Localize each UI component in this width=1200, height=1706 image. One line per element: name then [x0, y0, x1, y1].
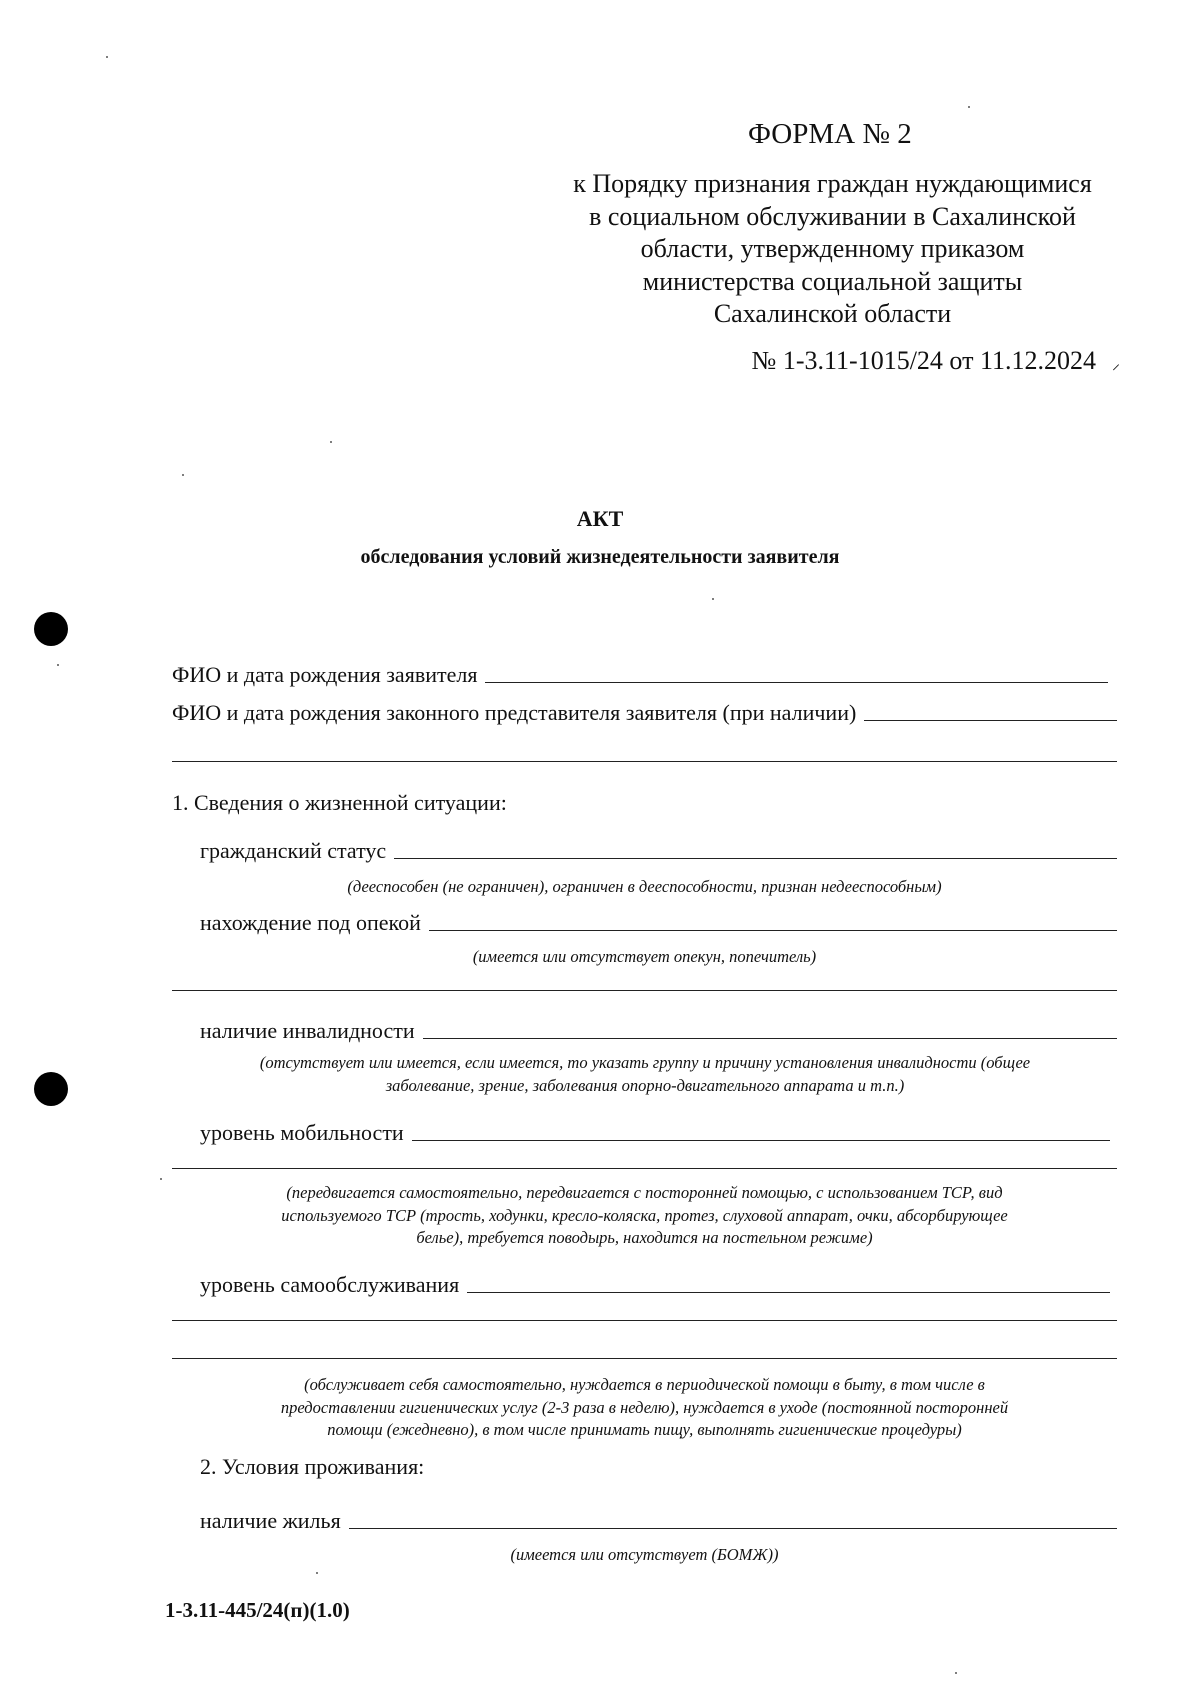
- hint-line: помощи (ежедневно), в том числе принимать пищу, выполнять гигиенические процедуры): [327, 1420, 962, 1439]
- disability-field[interactable]: [423, 1036, 1117, 1039]
- document-subtitle: обследования условий жизнедеятельности заявителя: [360, 546, 840, 568]
- approval-line: министерства социальной защиты: [642, 266, 1023, 296]
- approval-line: в социальном обслуживании в Сахалинской: [589, 201, 1076, 231]
- hint-line: (передвигается самостоятельно, передвигается с посторонней помощью, с использованием ТСР, вид: [286, 1183, 1003, 1202]
- scan-speck: [968, 106, 970, 108]
- mobility-label: уровень мобильности: [200, 1120, 404, 1145]
- applicant-name-label: ФИО и дата рождения заявителя: [172, 662, 478, 687]
- civil-status-field[interactable]: [394, 856, 1117, 859]
- hint-line: используемого ТСР (трость, ходунки, кресло-коляска, протез, слуховой аппарат, очки, абсорбирующее: [281, 1205, 1008, 1225]
- scan-speck: [57, 664, 59, 666]
- representative-field[interactable]: [864, 718, 1117, 721]
- hint-line: предоставлении гигиенических услуг (2-3 раза в неделю), нуждается в уходе (постоянной посторонней: [280, 1397, 1009, 1417]
- representative-field-continuation[interactable]: [172, 761, 1117, 762]
- form-number: ФОРМА № 2: [748, 118, 912, 150]
- guardianship-label: нахождение под опекой: [200, 910, 421, 935]
- approval-block: [535, 168, 1130, 331]
- scan-speck: [106, 56, 108, 58]
- approval-line: к Порядку признания граждан нуждающимися: [573, 169, 1092, 198]
- selfcare-row: [200, 1272, 1110, 1298]
- section-2-heading: 2. Условия проживания:: [200, 1454, 425, 1479]
- hint-line: (обслуживает себя самостоятельно, нуждается в периодической помощи в быту, в том числе в: [304, 1375, 985, 1394]
- document-title: АКТ: [576, 506, 624, 531]
- mobility-row: [200, 1120, 1110, 1146]
- civil-status-label: гражданский статус: [200, 838, 387, 863]
- guardianship-field[interactable]: [429, 928, 1117, 931]
- scan-speck: [330, 441, 332, 443]
- document-code: 1-3.11-445/24(п)(1.0): [165, 1598, 350, 1622]
- selfcare-hint: [172, 1374, 1117, 1442]
- mobility-hint: [172, 1182, 1117, 1250]
- mobility-field-continuation[interactable]: [172, 1168, 1117, 1169]
- hint-line: (отсутствует или имеется, если имеется, то указать группу и причину установления инвалидности (общее: [259, 1053, 1031, 1072]
- approval-line: области, утвержденному приказом: [640, 234, 1025, 263]
- disability-row: [200, 1018, 1117, 1044]
- housing-hint: (имеется или отсутствует (БОМЖ)): [510, 1545, 779, 1564]
- guardianship-hint: (имеется или отсутствует опекун, попечитель): [472, 947, 817, 966]
- order-number: [752, 346, 1120, 376]
- scan-speck: [182, 474, 184, 476]
- selfcare-field-continuation[interactable]: [172, 1358, 1117, 1359]
- punch-hole-top: [34, 612, 68, 646]
- scan-speck: [955, 1672, 957, 1674]
- representative-row: [172, 700, 1117, 726]
- housing-row: [200, 1508, 1117, 1534]
- selfcare-field-continuation[interactable]: [172, 1320, 1117, 1321]
- scan-speck: [160, 1178, 162, 1180]
- applicant-name-row: [172, 662, 1108, 688]
- applicant-name-field[interactable]: [485, 680, 1108, 683]
- section-1-heading: 1. Сведения о жизненной ситуации:: [172, 790, 507, 815]
- scan-speck: [712, 598, 714, 600]
- representative-label: ФИО и дата рождения законного представителя заявителя (при наличии): [172, 700, 857, 725]
- selfcare-label: уровень самообслуживания: [200, 1272, 460, 1297]
- disability-label: наличие инвалидности: [200, 1018, 415, 1043]
- guardianship-field-continuation[interactable]: [172, 990, 1117, 991]
- civil-status-row: [200, 838, 1117, 864]
- civil-status-hint: (дееспособен (не ограничен), ограничен в дееспособности, признан недееспособным): [347, 877, 942, 896]
- housing-field[interactable]: [349, 1526, 1117, 1529]
- mobility-field[interactable]: [412, 1138, 1110, 1141]
- disability-hint: [150, 1052, 1140, 1097]
- guardianship-row: [200, 910, 1117, 936]
- order-number-text: № 1-3.11-1015/24 от 11.12.2024: [751, 346, 1096, 375]
- scan-mark: ⸝: [1111, 356, 1120, 373]
- approval-line: Сахалинской области: [713, 299, 952, 328]
- punch-hole-bottom: [34, 1072, 68, 1106]
- scan-speck: [316, 1572, 318, 1574]
- selfcare-field[interactable]: [467, 1290, 1110, 1293]
- hint-line: белье), требуется поводырь, находится на постельном режиме): [416, 1228, 873, 1247]
- hint-line: заболевание, зрение, заболевания опорно-двигательного аппарата и т.п.): [385, 1075, 905, 1095]
- housing-label: наличие жилья: [200, 1508, 341, 1533]
